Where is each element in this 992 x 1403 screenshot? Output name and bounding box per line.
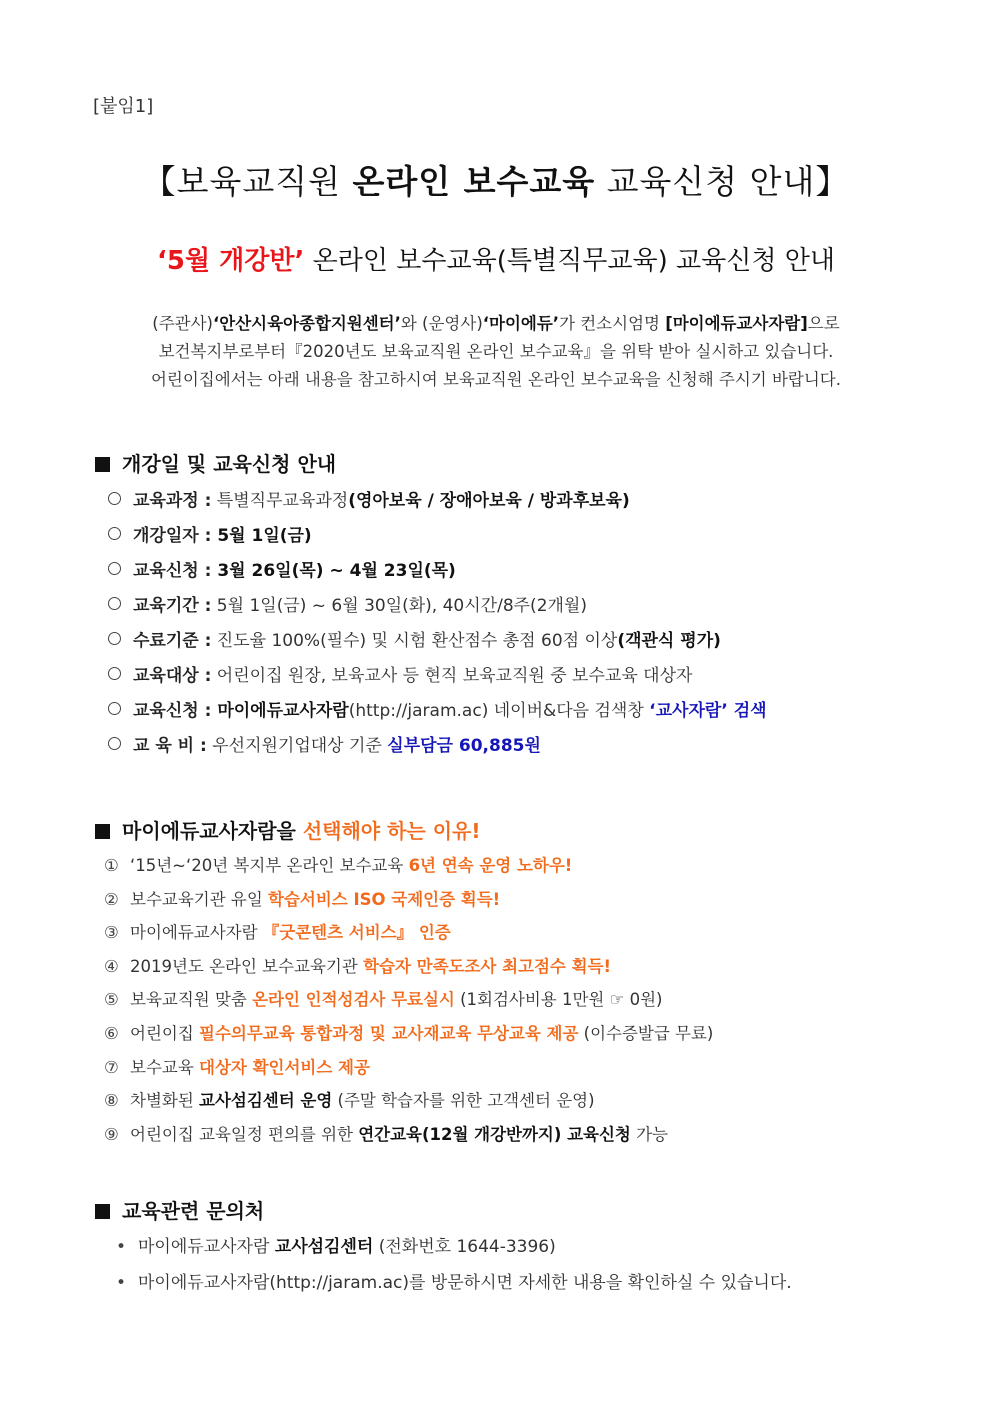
item-number: ⑦: [104, 1057, 119, 1077]
intro-text: 와 (운영사): [400, 314, 483, 333]
item-highlight: 학습서비스 ISO 국제인증 획득!: [268, 889, 501, 909]
item-highlight: ‘교사자람’ 검색: [649, 701, 767, 721]
title-part1: 보육교직원: [176, 162, 353, 201]
list-item: [108, 521, 767, 556]
item-number: ③: [104, 923, 119, 943]
item-highlight: 대상자 확인서비스 제공: [199, 1057, 370, 1077]
item-highlight: 온라인 인적성검사 무료실시: [252, 990, 455, 1010]
item-text: 5월 1일(금) ~ 6월 30일(화), 40시간/8주(2개월): [211, 596, 587, 616]
item-label: 교육기간 :: [133, 596, 212, 616]
item-text: 마이에듀교사자람: [138, 1237, 275, 1257]
item-number: ④: [104, 956, 119, 976]
list-item: [104, 986, 713, 1020]
list-item: [108, 591, 767, 626]
circle-bullet-icon: [108, 702, 121, 715]
title-part2: 교육신청 안내: [595, 162, 816, 201]
item-bold: 교사섬김센터 운영: [199, 1091, 333, 1111]
section-heading-contact: [95, 1195, 264, 1224]
list-item: [104, 886, 713, 920]
item-text: 2019년도 온라인 보수교육기관: [130, 956, 364, 976]
subtitle-highlight: ‘5월 개강반’: [157, 246, 305, 276]
item-text: 어린이집 원장, 보육교사 등 현직 보육교직원 중 보수교육 대상자: [211, 666, 693, 686]
list-item: [108, 486, 767, 521]
dot-bullet-icon: •: [116, 1273, 127, 1293]
schedule-info-list: [108, 486, 767, 766]
list-item: [108, 696, 767, 731]
intro-host-org: ‘안산시육아종합지원센터’: [213, 314, 401, 333]
item-tail: (1회검사비용 1만원 ☞ 0원): [454, 990, 663, 1010]
intro-consortium: [마이에듀교사자람]: [665, 314, 808, 333]
item-bold: 5월 1일(금): [211, 526, 312, 546]
title-bracket-close: 】: [815, 162, 850, 201]
item-number: ②: [104, 889, 119, 909]
item-highlight: 『굿콘텐츠 서비스』 인증: [262, 923, 451, 943]
item-label: 교육대상 :: [133, 666, 212, 686]
attachment-label: [붙임1]: [93, 96, 154, 117]
item-tail: (이수증발급 무료): [578, 1023, 714, 1043]
section-heading-schedule: [95, 448, 336, 477]
item-label: 교육과정 :: [133, 491, 212, 511]
section-heading-highlight: 선택해야 하는 이유!: [302, 819, 481, 843]
circle-bullet-icon: [108, 632, 121, 645]
subtitle-rest: 온라인 보수교육(특별직무교육) 교육신청 안내: [304, 246, 835, 276]
item-label: 교 육 비 :: [133, 736, 207, 756]
intro-line-1: [0, 310, 992, 338]
square-bullet-icon: [95, 1204, 110, 1219]
item-bold: 교사섬김센터: [274, 1237, 374, 1257]
item-number: ⑥: [104, 1023, 119, 1043]
item-highlight: 실부담금 60,885원: [387, 736, 541, 756]
circle-bullet-icon: [108, 737, 121, 750]
square-bullet-icon: [95, 824, 110, 839]
circle-bullet-icon: [108, 562, 121, 575]
list-item: [108, 556, 767, 591]
list-item: [104, 953, 713, 987]
list-item: [108, 661, 767, 696]
item-highlight: 학습자 만족도조사 최고점수 획득!: [363, 956, 611, 976]
item-bold: (객관식 평가): [617, 631, 721, 651]
item-bold: 3월 26일(목) ~ 4월 23일(목): [211, 561, 456, 581]
item-number: ⑤: [104, 990, 119, 1010]
item-bold: 마이에듀교사자람: [211, 701, 349, 721]
item-text: 차별화된: [130, 1091, 200, 1111]
item-bold: 연간교육(12월 개강반까지) 교육신청: [358, 1124, 631, 1144]
item-text: 보수교육: [130, 1057, 200, 1077]
list-item: [104, 1121, 713, 1155]
list-item: [104, 852, 713, 886]
intro-paragraph: [0, 310, 992, 394]
item-text: 우선지원기업대상 기준: [206, 736, 388, 756]
intro-text: 가 컨소시엄명: [559, 314, 666, 333]
dot-bullet-icon: •: [116, 1237, 127, 1257]
list-item: [116, 1268, 792, 1304]
item-label: 교육신청 :: [133, 561, 212, 581]
item-number: ①: [104, 856, 119, 875]
item-label: 교육신청 :: [133, 701, 212, 721]
section-heading-text: 교육관련 문의처: [122, 1199, 265, 1223]
page-subtitle: [0, 240, 992, 277]
item-tail: (전화번호 1644-3396): [373, 1237, 556, 1257]
intro-operator: ‘마이에듀’: [482, 314, 560, 333]
intro-text: 으로: [807, 314, 840, 333]
item-number: ⑧: [104, 1091, 119, 1111]
item-text: 특별직무교육과정: [211, 491, 349, 511]
item-text: ‘15년~‘20년 복지부 온라인 보수교육: [130, 856, 409, 875]
item-text: 마이에듀교사자람: [130, 923, 263, 943]
intro-text: (주관사): [152, 314, 213, 333]
item-highlight: 6년 연속 운영 노하우!: [408, 856, 573, 875]
item-number: ⑨: [104, 1124, 119, 1144]
circle-bullet-icon: [108, 597, 121, 610]
section-heading-text: 개강일 및 교육신청 안내: [122, 452, 337, 476]
reasons-list: [104, 852, 713, 1154]
square-bullet-icon: [95, 457, 110, 472]
title-bracket-open: 【: [142, 162, 177, 201]
circle-bullet-icon: [108, 527, 121, 540]
section-heading-text: 마이에듀교사자람을: [122, 819, 303, 843]
list-item: [108, 626, 767, 661]
item-text: 진도율 100%(필수) 및 시험 환산점수 총점 60점 이상: [211, 631, 618, 651]
item-text: 보육교직원 맞춤: [130, 990, 253, 1010]
item-tail: (주말 학습자를 위한 고객센터 운영): [332, 1091, 595, 1111]
item-highlight: 필수의무교육 통합과정 및 교사재교육 무상교육 제공: [199, 1023, 579, 1043]
list-item: [104, 919, 713, 953]
circle-bullet-icon: [108, 492, 121, 505]
item-label: 개강일자 :: [133, 526, 212, 546]
item-text: 마이에듀교사자람(http://jaram.ac)를 방문하시면 자세한 내용을 확인하실 수 있습니다.: [138, 1273, 792, 1293]
title-bold: 온라인 보수교육: [352, 162, 596, 201]
list-item: [104, 1020, 713, 1054]
item-text: (http://jaram.ac) 네이버&다음 검색창: [348, 701, 650, 721]
list-item: [116, 1232, 792, 1268]
item-tail: 가능: [630, 1124, 668, 1144]
intro-line-2: 보건복지부로부터『2020년도 보육교직원 온라인 보수교육』을 위탁 받아 실시하고 있습니다.: [158, 342, 834, 361]
item-text: 어린이집: [130, 1023, 200, 1043]
page-title: [0, 156, 992, 203]
section-heading-reasons: [95, 815, 480, 844]
intro-line-3: 어린이집에서는 아래 내용을 참고하시여 보육교직원 온라인 보수교육을 신청해 주시기 바랍니다.: [150, 370, 841, 389]
contact-list: [116, 1232, 792, 1304]
item-text: 보수교육기관 유일: [130, 889, 269, 909]
list-item: [108, 731, 767, 766]
list-item: [104, 1054, 713, 1088]
item-text: 어린이집 교육일정 편의를 위한: [130, 1124, 359, 1144]
item-label: 수료기준 :: [133, 631, 212, 651]
circle-bullet-icon: [108, 667, 121, 680]
item-bold: (영아보육 / 장애아보육 / 방과후보육): [348, 491, 630, 511]
list-item: [104, 1087, 713, 1121]
